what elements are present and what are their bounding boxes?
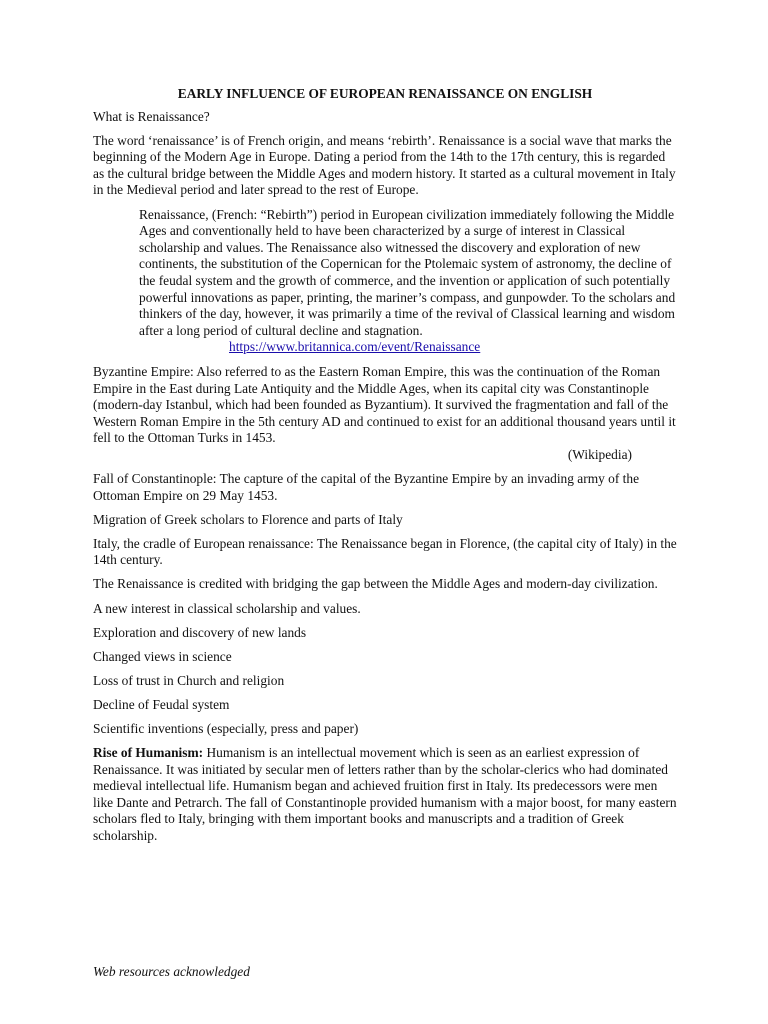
point-item: Exploration and discovery of new lands	[93, 624, 307, 640]
points-list	[93, 471, 677, 738]
point-item: Changed views in science	[93, 648, 232, 664]
britannica-quote	[139, 207, 677, 356]
quote-text: , (French: “Rebirth”) period in European civilization immediately following the Middle Ages and conventionally held to have been characterized by a surge of interest in Classical scholarship and values. The Renaissance also witnessed the discovery and exploration of new continents, the substitution of the Copernican for the Ptolemaic system of astronomy, the decline of the feudal system and the growth of commerce, and the invention or application of such potentially powerful innovations as paper, printing, the mariner’s compass, and gunpowder. To the scholars and thinkers of the day, however, it was primarily a time of the revival of Classical learning and wisdom after a long period of cultural decline and stagnation.	[139, 206, 676, 338]
document-body	[93, 86, 677, 852]
question-heading: What is Renaissance?	[93, 108, 210, 124]
humanism-heading: Rise of Humanism:	[93, 745, 204, 761]
footer-note: Web resources acknowledged	[93, 964, 250, 979]
point-item: Loss of trust in Church and religion	[93, 672, 285, 688]
britannica-link[interactable]: https://www.britannica.com/event/Renaissance	[229, 339, 481, 355]
humanism-text: Humanism is an intellectual movement which is seen as an earliest expression of Renaissance. It was initiated by secular men of letters rather than by the scholar-clerics who had dominated medieval intellectual life. Humanism began and achieved fruition first in Italy. Its predecessors were men like Dante and Petrarch. The fall of Constantinople provided humanism with a major boost, for many eastern scholars fled to Italy, bringing with them important books and manuscripts and a tradition of Greek scholarship.	[93, 745, 677, 844]
humanism-paragraph	[93, 745, 677, 845]
quote-term: Renaissance	[139, 206, 206, 222]
point-item: Fall of Constantinople: The capture of the capital of the Byzantine Empire by an invading army of the Ottoman Empire on 29 May 1453.	[93, 470, 640, 503]
wikipedia-source: (Wikipedia)	[567, 446, 632, 462]
point-item: Scientific inventions (especially, press and paper)	[93, 721, 359, 736]
point-item: Italy, the cradle of European renaissance: The Renaissance began in Florence, (the capital city of Italy) in the 14th century.	[93, 535, 677, 568]
point-item: The Renaissance is credited with bridging the gap between the Middle Ages and modern-day civilization.	[93, 576, 658, 592]
byzantine-text: Byzantine Empire: Also referred to as the Eastern Roman Empire, this was the continuation of the Roman Empire in the East during Late Antiquity and the Middle Ages, when its capital city was Constantinople (modern-day Istanbul, which had been founded as Byzantium). It survived the fragmentation and fall of the Western Roman Empire in the 5th century AD and continued to exist for an additional thousand years until it fell to the Ottoman Turks in 1453.	[93, 363, 676, 446]
intro-paragraph: The word ‘renaissance’ is of French origin, and means ‘rebirth’. Renaissance is a social wave that marks the beginning of the Modern Age in Europe. Dating a period from the 14th to the 17th century, this is regarded as the cultural bridge between the Middle Ages and modern history. It started as a cultural movement in Italy in the Medieval period and later spread to the rest of Europe.	[93, 132, 676, 198]
byzantine-paragraph	[93, 364, 677, 464]
point-item: A new interest in classical scholarship and values.	[93, 600, 361, 616]
document-title: EARLY INFLUENCE OF EUROPEAN RENAISSANCE ON ENGLISH	[177, 86, 593, 101]
point-item: Migration of Greek scholars to Florence and parts of Italy	[93, 511, 403, 527]
point-item: Decline of Feudal system	[93, 696, 230, 712]
